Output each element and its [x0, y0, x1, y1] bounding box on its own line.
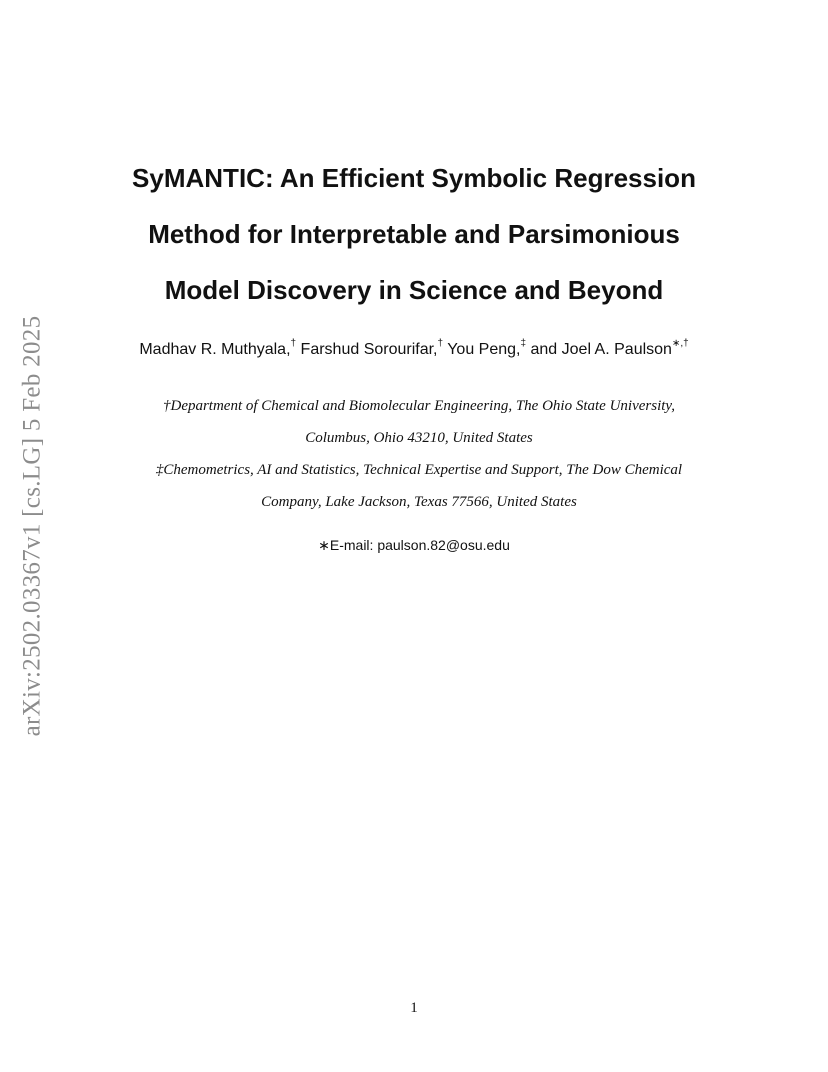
arxiv-identifier-stamp — [12, 298, 52, 754]
author-affiliation-mark: † — [437, 338, 444, 349]
author-name: You Peng, — [447, 341, 521, 358]
affiliations — [60, 390, 778, 518]
title-line: SyMANTIC: An Efficient Symbolic Regression — [132, 163, 696, 193]
author-name: and Joel A. Paulson — [530, 341, 672, 358]
author-name: Farshud Sorourifar, — [300, 341, 438, 358]
author-name: Madhav R. Muthyala, — [139, 341, 291, 358]
author-affiliation-mark: † — [290, 338, 297, 349]
affiliation-line: Columbus, Ohio 43210, United States — [305, 430, 533, 446]
author-affiliation-mark: ∗,† — [671, 338, 689, 349]
author-affiliation-mark: ‡ — [520, 338, 527, 349]
author-list — [60, 338, 768, 359]
title-line: Model Discovery in Science and Beyond — [164, 275, 664, 305]
affiliation-line: †Department of Chemical and Biomolecular Engineering, The Ohio State University, — [162, 398, 675, 414]
affiliation-line: ‡Chemometrics, AI and Statistics, Technical Expertise and Support, The Dow Chemical — [155, 462, 683, 478]
paper-title — [80, 150, 748, 318]
corresponding-email: ∗E-mail: paulson.82@osu.edu — [318, 537, 510, 553]
page-number: 1 — [410, 1000, 418, 1016]
title-line: Method for Interpretable and Parsimonious — [148, 219, 680, 249]
affiliation-line: Company, Lake Jackson, Texas 77566, United States — [261, 494, 577, 510]
arxiv-identifier-text: arXiv:2502.03367v1 [cs.LG] 5 Feb 2025 — [18, 315, 45, 737]
